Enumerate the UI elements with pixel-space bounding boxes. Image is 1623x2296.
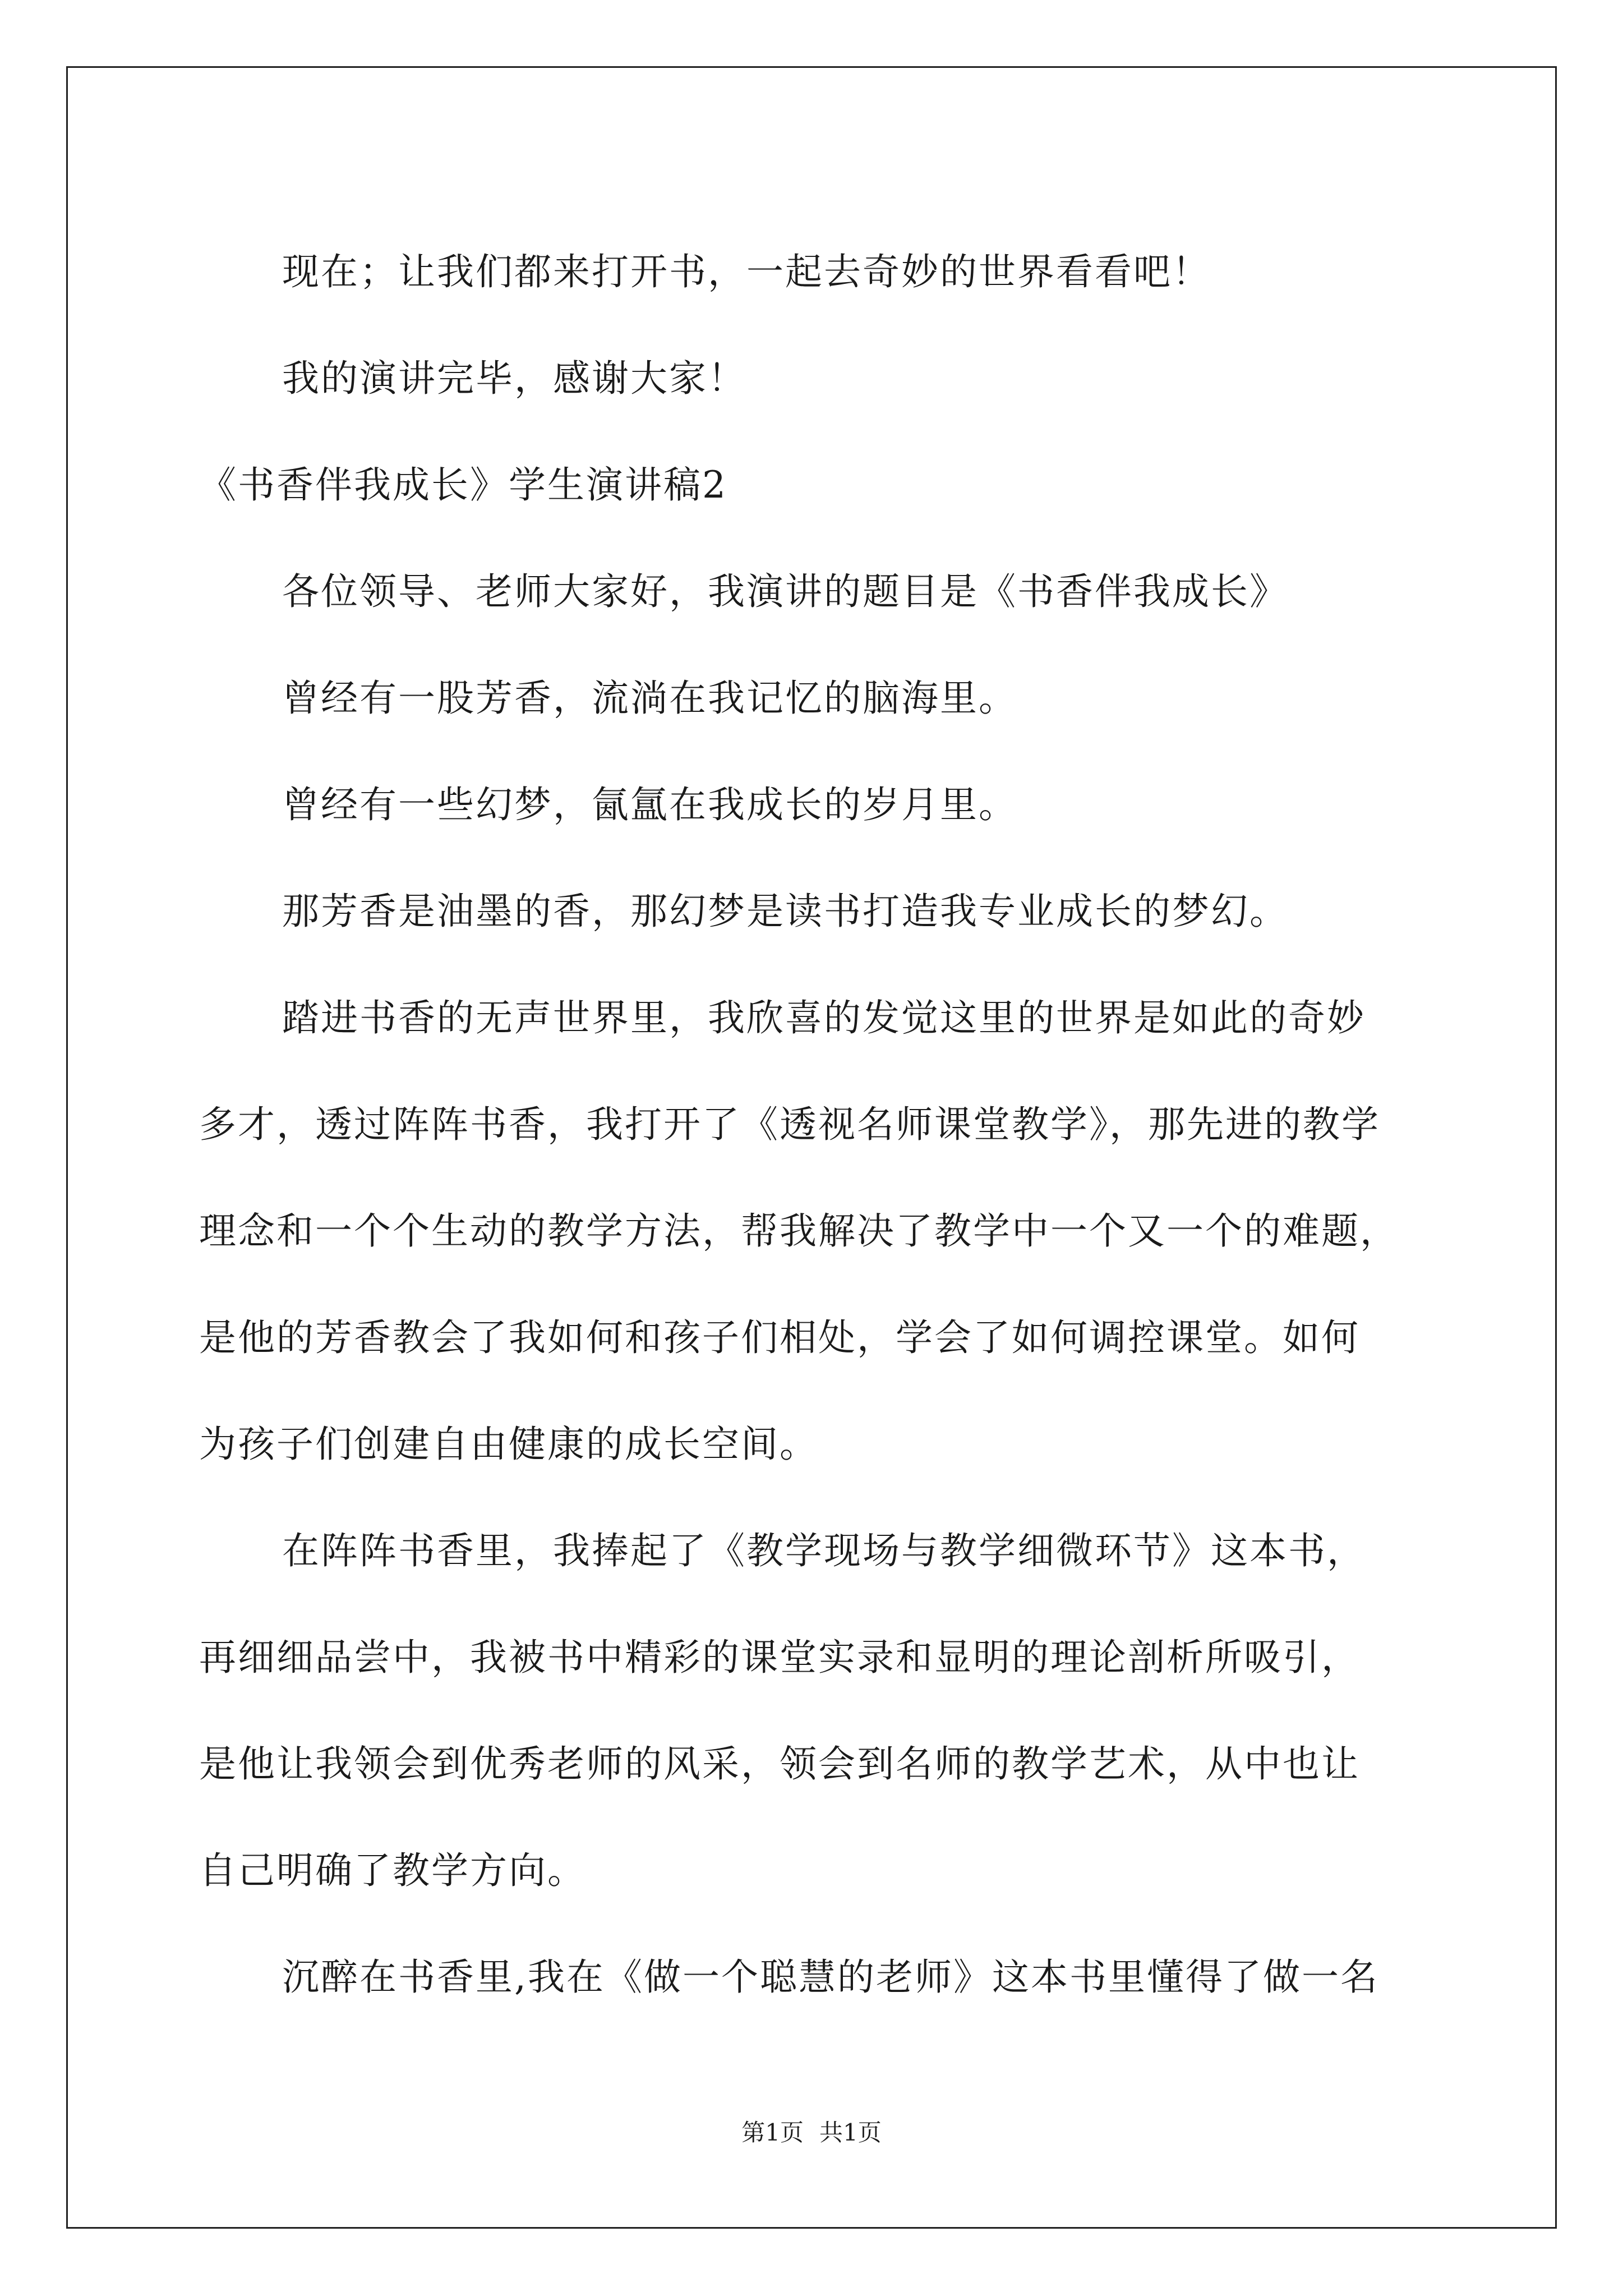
paragraph-line: 各位领导、老师大家好，我演讲的题目是《书香伴我成长》 bbox=[282, 570, 1288, 613]
paragraph-line: 是他让我领会到优秀老师的风采，领会到名师的教学艺术，从中也让 bbox=[199, 1742, 1360, 1786]
paragraph-line: 现在；让我们都来打开书，一起去奇妙的世界看看吧！ bbox=[282, 250, 1211, 293]
paragraph-line: 在阵阵书香里，我捧起了《教学现场与教学细微环节》这本书， bbox=[282, 1529, 1366, 1572]
paragraph-line: 曾经有一股芳香，流淌在我记忆的脑海里。 bbox=[282, 677, 1017, 720]
paragraph-line: 再细细品尝中，我被书中精彩的课堂实录和显明的理论剖析所吸引， bbox=[199, 1636, 1360, 1679]
section-title: 《书香伴我成长》学生演讲稿2 bbox=[199, 463, 727, 507]
paragraph-line: 踏进书香的无声世界里，我欣喜的发觉这里的世界是如此的奇妙 bbox=[282, 996, 1366, 1039]
paragraph-line: 曾经有一些幻梦，氤氲在我成长的岁月里。 bbox=[282, 783, 1017, 826]
paragraph-line: 多才，透过阵阵书香，我打开了《透视名师课堂教学》，那先进的教学 bbox=[199, 1103, 1380, 1146]
page-footer bbox=[0, 2116, 1623, 2150]
page-number: 第1页 bbox=[741, 2119, 804, 2146]
paragraph-line: 为孩子们创建自由健康的成长空间。 bbox=[199, 1423, 818, 1466]
paragraph-line: 是他的芳香教会了我如何和孩子们相处，学会了如何调控课堂。如何 bbox=[199, 1316, 1360, 1359]
paragraph-line: 自己明确了教学方向。 bbox=[199, 1849, 586, 1892]
document-body bbox=[199, 219, 1455, 2031]
paragraph-line: 理念和一个个生动的教学方法，帮我解决了教学中一个又一个的难题， bbox=[199, 1209, 1399, 1253]
paragraph-line: 那芳香是油墨的香，那幻梦是读书打造我专业成长的梦幻。 bbox=[282, 890, 1288, 933]
page-total: 共1页 bbox=[819, 2119, 882, 2146]
paragraph-line: 沉醉在书香里,我在《做一个聪慧的老师》这本书里懂得了做一名 bbox=[282, 1955, 1379, 1999]
paragraph-line: 我的演讲完毕，感谢大家！ bbox=[282, 357, 746, 400]
